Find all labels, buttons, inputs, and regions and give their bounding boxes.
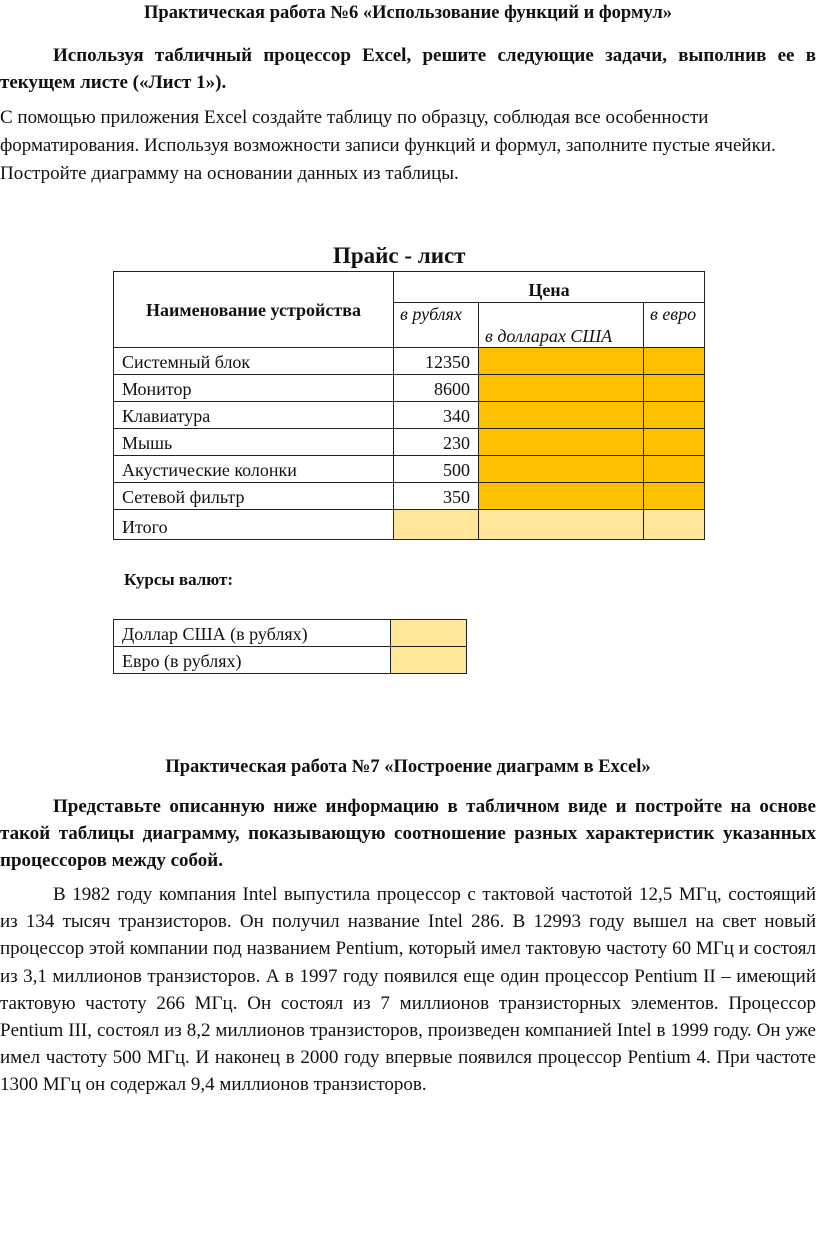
total-row <box>114 510 705 540</box>
rates-table <box>113 619 467 674</box>
cell-usd-empty[interactable] <box>479 348 644 375</box>
row-name: Акустические колонки <box>114 456 394 483</box>
task7-instruction-bold: Представьте описанную ниже информацию в табличном виде и постройте на основе такой таблицы диаграмму, показывающую соотношение разных характеристик указанных процессоров между собой. <box>0 796 816 871</box>
subheader-rub: в рублях <box>394 303 479 348</box>
cell-usd-empty[interactable] <box>479 375 644 402</box>
row-rub: 230 <box>394 429 479 456</box>
cell-usd-empty[interactable] <box>479 483 644 510</box>
price-list-table <box>113 271 705 540</box>
task6-title: Практическая работа №6 «Использование функций и формул» <box>144 3 672 23</box>
rate-eur-label: Евро (в рублях) <box>114 647 391 674</box>
task6-instruction-bold: Используя табличный процессор Excel, решите следующие задачи, выполнив ее в текущем листе («Лист 1»). <box>0 45 816 93</box>
cell-rate-eur-empty[interactable] <box>391 647 467 674</box>
row-rub: 500 <box>394 456 479 483</box>
row-rub: 12350 <box>394 348 479 375</box>
subheader-eur: в евро <box>644 303 705 348</box>
cell-rate-usd-empty[interactable] <box>391 620 467 647</box>
cell-eur-empty[interactable] <box>644 456 705 483</box>
cell-eur-empty[interactable] <box>644 375 705 402</box>
rate-usd-label: Доллар США (в рублях) <box>114 620 391 647</box>
row-name: Сетевой фильтр <box>114 483 394 510</box>
cell-eur-empty[interactable] <box>644 402 705 429</box>
header-device-name: Наименование устройства <box>114 272 394 348</box>
row-name: Мышь <box>114 429 394 456</box>
table-row <box>114 429 705 456</box>
cell-eur-empty[interactable] <box>644 429 705 456</box>
price-list-title: Прайс - лист <box>333 243 466 268</box>
cell-total-eur-empty[interactable] <box>644 510 705 540</box>
cell-eur-empty[interactable] <box>644 348 705 375</box>
table-row <box>114 402 705 429</box>
task6-instruction: С помощью приложения Excel создайте таблицу по образцу, соблюдая все особенности форматирования. Используя возможности записи функций и формул, заполните пустые ячейки. Постройте диаграмму на основании данных из таблицы. <box>0 107 776 184</box>
table-row <box>114 348 705 375</box>
task7-title: Практическая работа №7 «Построение диаграмм в Excel» <box>165 757 651 777</box>
table-row <box>114 647 467 674</box>
row-rub: 340 <box>394 402 479 429</box>
cell-usd-empty[interactable] <box>479 429 644 456</box>
table-row <box>114 375 705 402</box>
table-row <box>114 620 467 647</box>
row-rub: 8600 <box>394 375 479 402</box>
cell-usd-empty[interactable] <box>479 456 644 483</box>
total-label: Итого <box>114 510 394 540</box>
header-price: Цена <box>394 272 705 303</box>
row-name: Клавиатура <box>114 402 394 429</box>
cell-usd-empty[interactable] <box>479 402 644 429</box>
task7-text: В 1982 году компания Intel выпустила процессор с тактовой частотой 12,5 МГц, состоящий из 134 тысяч транзисторов. Он получил название Intel 286. В 12993 году вышел на свет новый процессор этой компании под названием Pentium, который имел тактовую частоту 60 МГц и состоял из 3,1 миллионов транзисторов. А в 1997 году появился еще один процессор Pentium II – имеющий тактовую частоту 266 МГц. Он состоял из 7 миллионов транзисторных элементов. Процессор Pentium III, состоял из 8,2 миллионов транзисторов, произведен компанией Intel в 1999 году. Он уже имел частоту 500 МГц. И наконец в 2000 году впервые появился процессор Pentium 4. При частоте 1300 МГц он содержал 9,4 миллионов транзисторов. <box>0 884 816 1096</box>
cell-eur-empty[interactable] <box>644 483 705 510</box>
row-rub: 350 <box>394 483 479 510</box>
cell-total-rub-empty[interactable] <box>394 510 479 540</box>
rates-label: Курсы валют: <box>124 570 234 589</box>
table-row <box>114 483 705 510</box>
subheader-usd: в долларах США <box>479 303 644 348</box>
row-name: Монитор <box>114 375 394 402</box>
row-name: Системный блок <box>114 348 394 375</box>
cell-total-usd-empty[interactable] <box>479 510 644 540</box>
table-row <box>114 456 705 483</box>
